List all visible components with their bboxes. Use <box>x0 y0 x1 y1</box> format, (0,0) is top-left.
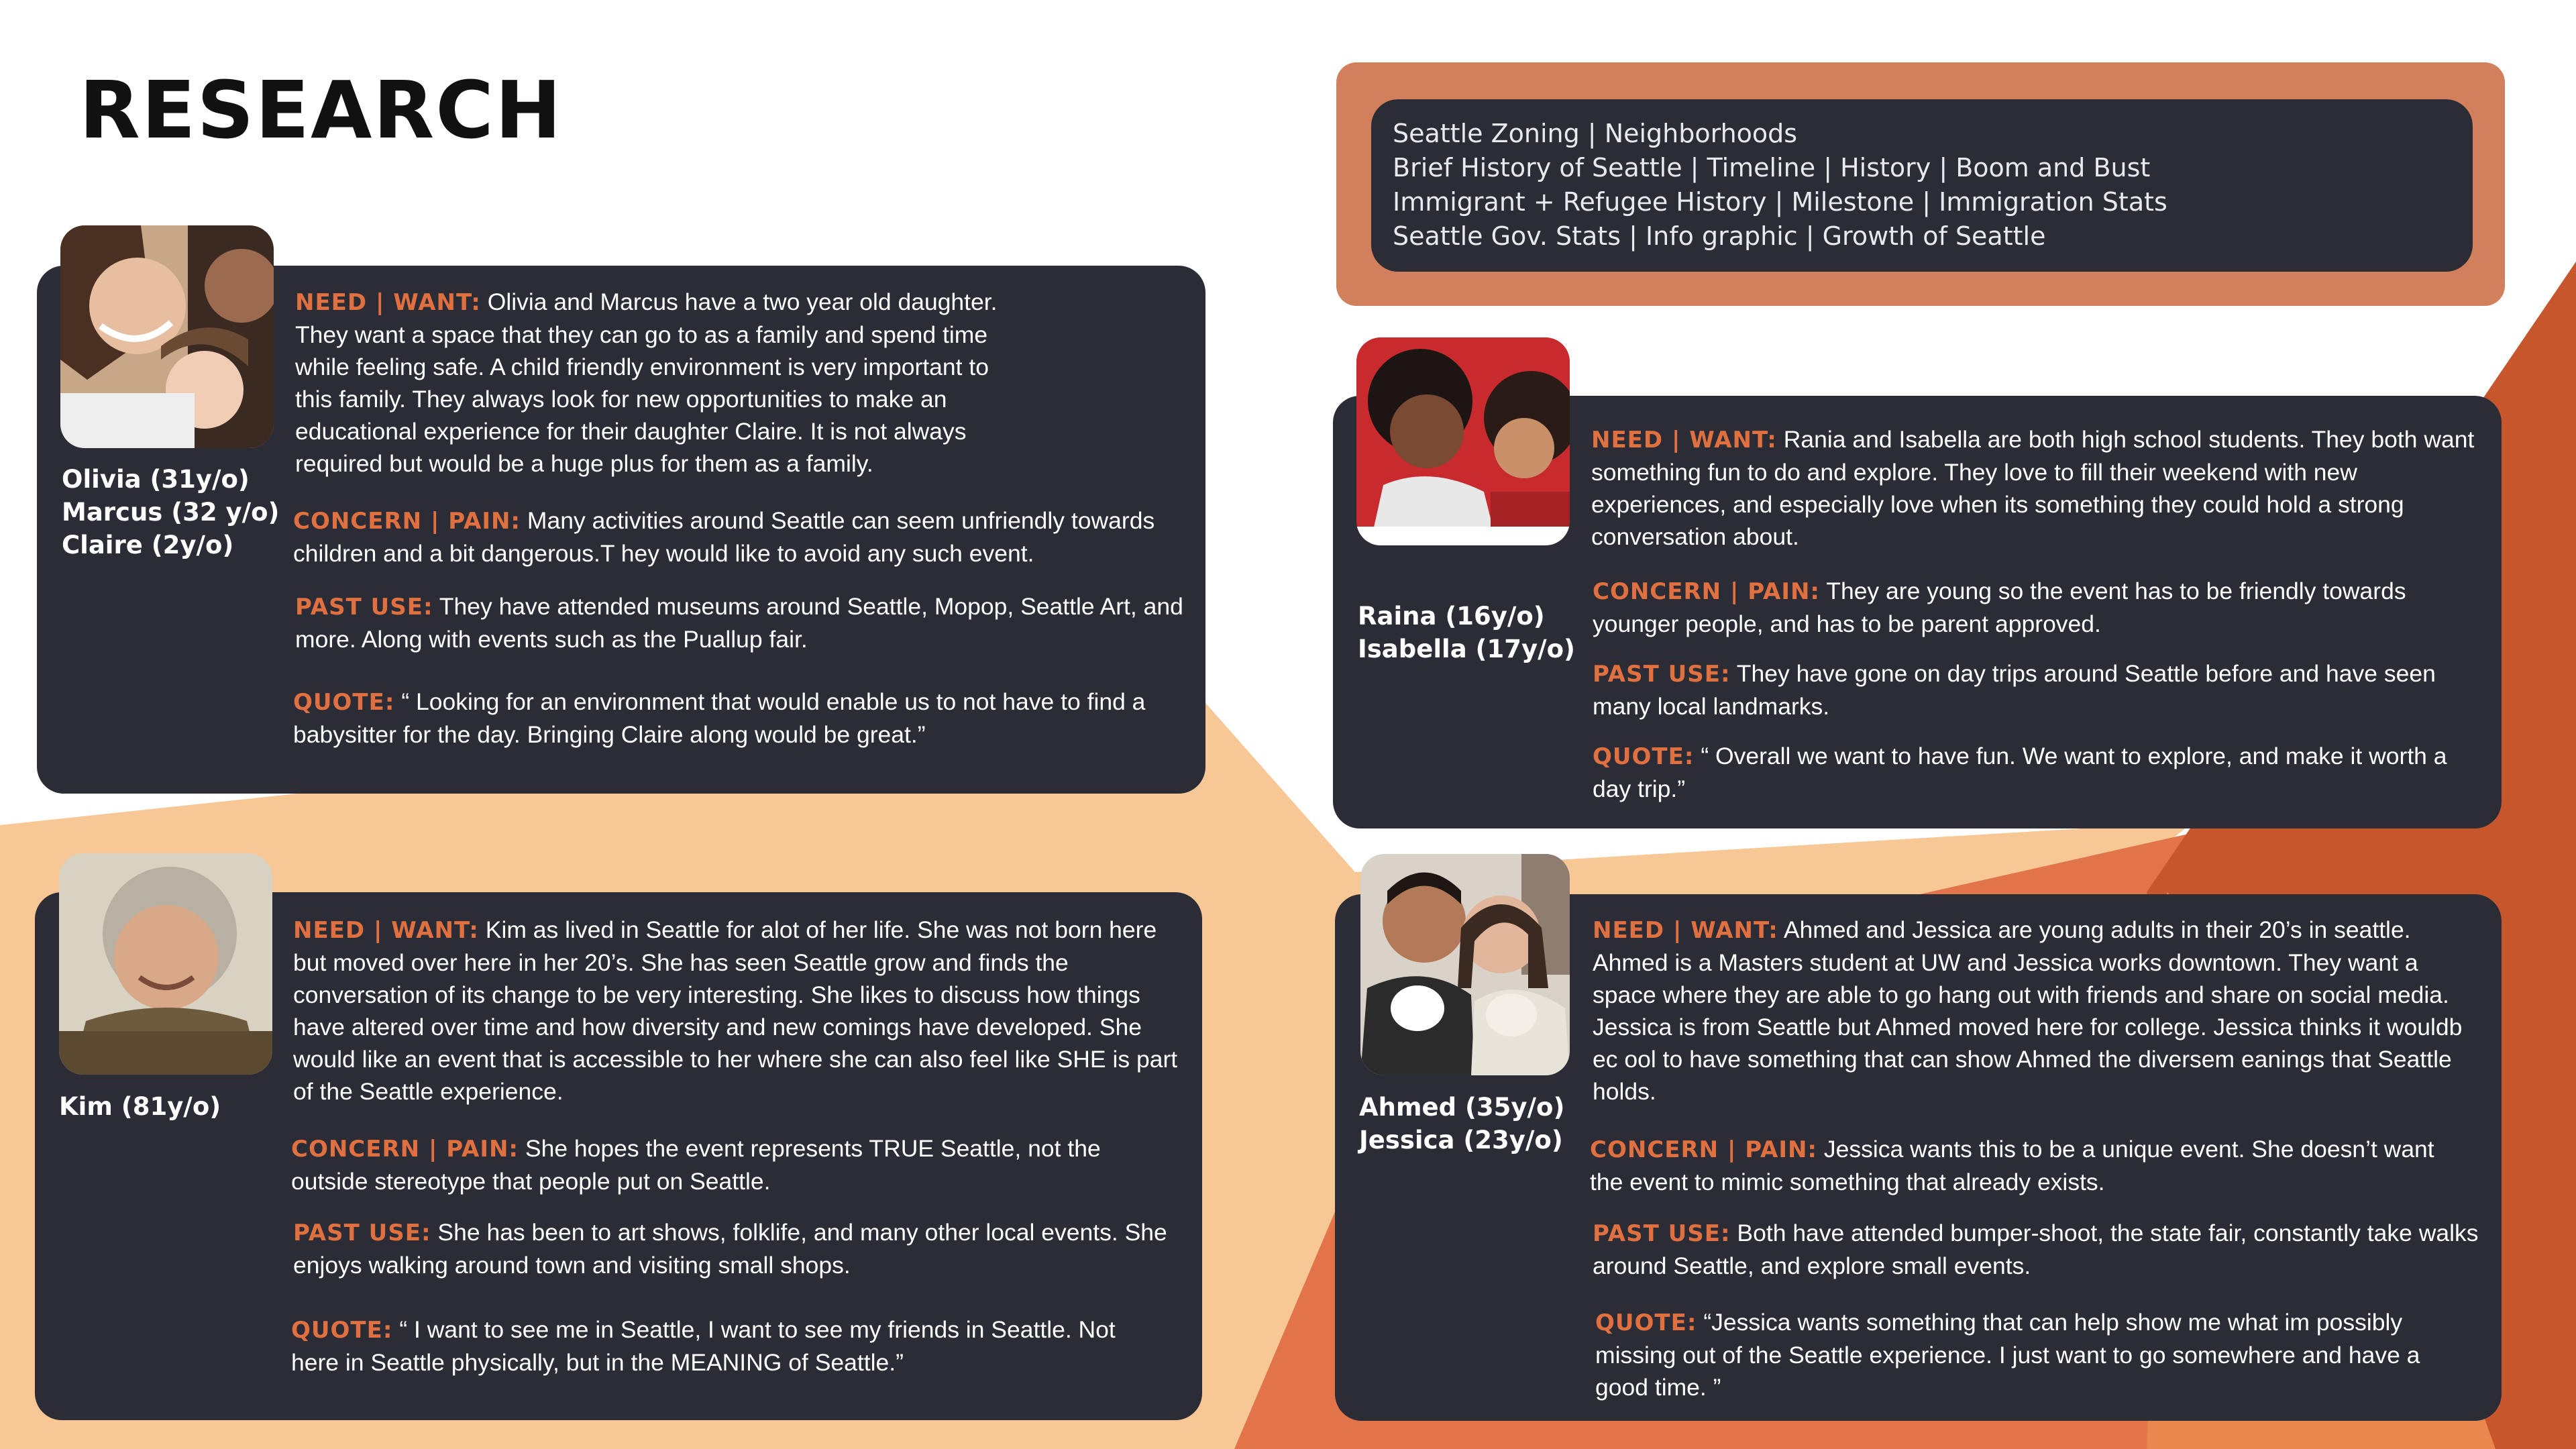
quote-label: QUOTE: <box>1593 743 1695 770</box>
teens-photo <box>1356 337 1570 545</box>
persona-names <box>1359 1091 1564 1157</box>
quote-text: “ Looking for an environment that would enable us to not have to find a babysitter for the day. Bringing Claire along would be great.” <box>293 688 1146 748</box>
past-use-text: She has been to art shows, folklife, and many other local events. She enjoys walking around town and visiting small shops. <box>293 1219 1167 1279</box>
past-use-section <box>293 1216 1192 1281</box>
quote-text: “ Overall we want to have fun. We want to explore, and make it worth a day trip.” <box>1593 743 2447 802</box>
need-want-label: NEED | WANT: <box>293 917 479 944</box>
kim-photo <box>59 853 272 1075</box>
quote-section <box>291 1313 1163 1379</box>
need-want-text: Ahmed and Jessica are young adults in their 20’s in seattle. Ahmed is a Masters student at UW and Jessica works downtown. They want a space where they are able to go hang out with friends and share on social media. Jessica is from Seattle but Ahmed moved here for college. Jessica thinks it wouldb ec ool to have something that can show Ahmed the diversem eanings that Seattle holds. <box>1593 916 2463 1105</box>
couple-photo <box>1360 854 1570 1075</box>
need-want-label: NEED | WANT: <box>1593 917 1778 944</box>
need-want-text: Olivia and Marcus have a two year old daughter. They want a space that they can go to as a family and spend time while feeling safe. A child friendly environment is very important to this family. They always look for new opportunities to make an educational experience for their daughter Claire. It is not always required but would be a huge plus for them as a family. <box>295 288 998 477</box>
past-use-section <box>295 590 1184 655</box>
past-use-label: PAST USE: <box>1593 661 1731 688</box>
concern-pain-text: They are young so the event has to be friendly towards younger people, and has to be parent approved. <box>1593 578 2406 637</box>
concern-pain-section <box>1593 575 2465 640</box>
persona-names <box>62 463 279 561</box>
quote-label: QUOTE: <box>1595 1309 1697 1336</box>
concern-pain-label: CONCERN | PAIN: <box>291 1136 519 1163</box>
concern-pain-text: Many activities around Seattle can seem unfriendly towards children and a bit dangerous.T hey would like to avoid any such event. <box>293 507 1155 567</box>
quote-section <box>1595 1306 2474 1403</box>
past-use-section <box>1593 1217 2481 1282</box>
resource-link-line[interactable]: Seattle Zoning | Neighborhoods <box>1393 119 1798 148</box>
persona-name: Olivia (31y/o) <box>62 465 250 494</box>
quote-section <box>1593 740 2481 805</box>
resource-link-line[interactable]: Immigrant + Refugee History | Milestone | Immigration Stats <box>1393 187 2167 217</box>
need-want-label: NEED | WANT: <box>1591 427 1777 453</box>
quote-text: “Jessica wants something that can help show me what im possibly missing out of the Seattle experience. I just want to go somewhere and have a good time. ” <box>1595 1309 2420 1401</box>
resource-link-line[interactable]: Brief History of Seattle | Timeline | History | Boom and Bust <box>1393 153 2151 182</box>
past-use-text: Both have attended bumper-shoot, the state fair, constantly take walks around Seattle, and explore small events. <box>1593 1220 2479 1279</box>
concern-pain-text: She hopes the event represents TRUE Seattle, not the outside stereotype that people put on Seattle. <box>291 1135 1101 1195</box>
need-want-section <box>1593 914 2488 1108</box>
need-want-text: Rania and Isabella are both high school students. They both want something fun to do and explore. They love to fill their weekend with new experiences, and especially love when its something they could hold a strong conversation about. <box>1591 426 2475 550</box>
need-want-label: NEED | WANT: <box>295 289 481 316</box>
persona-name: Jessica (23y/o) <box>1359 1126 1563 1155</box>
concern-pain-text: Jessica wants this to be a unique event. She doesn’t want the event to mimic something that already exists. <box>1590 1136 2434 1195</box>
past-use-label: PAST USE: <box>295 594 433 621</box>
need-want-section <box>1591 423 2480 553</box>
persona-names <box>59 1090 221 1123</box>
need-want-section <box>293 914 1189 1108</box>
persona-name: Kim (81y/o) <box>59 1092 221 1121</box>
past-use-text: They have attended museums around Seattle, Mopop, Seattle Art, and more. Along with events such as the Puallup fair. <box>295 593 1183 653</box>
concern-pain-section <box>1590 1133 2462 1198</box>
concern-pain-label: CONCERN | PAIN: <box>1593 578 1821 605</box>
family-photo <box>60 225 274 448</box>
persona-name: Isabella (17y/o) <box>1358 635 1575 663</box>
concern-pain-section <box>291 1132 1163 1197</box>
persona-name: Raina (16y/o) <box>1358 602 1545 631</box>
need-want-section <box>295 286 1026 480</box>
quote-label: QUOTE: <box>293 689 395 716</box>
past-use-section <box>1593 657 2481 722</box>
concern-pain-section <box>293 504 1192 570</box>
quote-label: QUOTE: <box>291 1317 393 1344</box>
past-use-label: PAST USE: <box>293 1220 431 1246</box>
resource-links-box <box>1371 99 2473 272</box>
persona-name: Ahmed (35y/o) <box>1359 1093 1565 1122</box>
concern-pain-label: CONCERN | PAIN: <box>293 508 521 535</box>
resource-link-line[interactable]: Seattle Gov. Stats | Info graphic | Growth of Seattle <box>1393 221 2046 251</box>
past-use-text: They have gone on day trips around Seattle before and have seen many local landmarks. <box>1593 660 2436 720</box>
quote-text: “ I want to see me in Seattle, I want to see my friends in Seattle. Not here in Seattle physically, but in the MEANING of Seattle.” <box>291 1316 1116 1376</box>
page-title: RESEARCH <box>79 64 563 156</box>
past-use-label: PAST USE: <box>1593 1220 1731 1247</box>
concern-pain-label: CONCERN | PAIN: <box>1590 1136 1818 1163</box>
persona-names <box>1358 600 1575 665</box>
need-want-text: Kim as lived in Seattle for alot of her life. She was not born here but moved over here in her 20’s. She has seen Seattle grow and finds the conversation of its change to be very interesting. She likes to discuss how things have altered over time and how diversity and new comings have developed. She would like an event that is accessible to her where she can also feel like SHE is part of the Seattle experience. <box>293 916 1178 1105</box>
persona-name: Marcus (32 y/o) <box>62 498 280 527</box>
quote-section <box>293 686 1192 751</box>
persona-name: Claire (2y/o) <box>62 531 234 559</box>
